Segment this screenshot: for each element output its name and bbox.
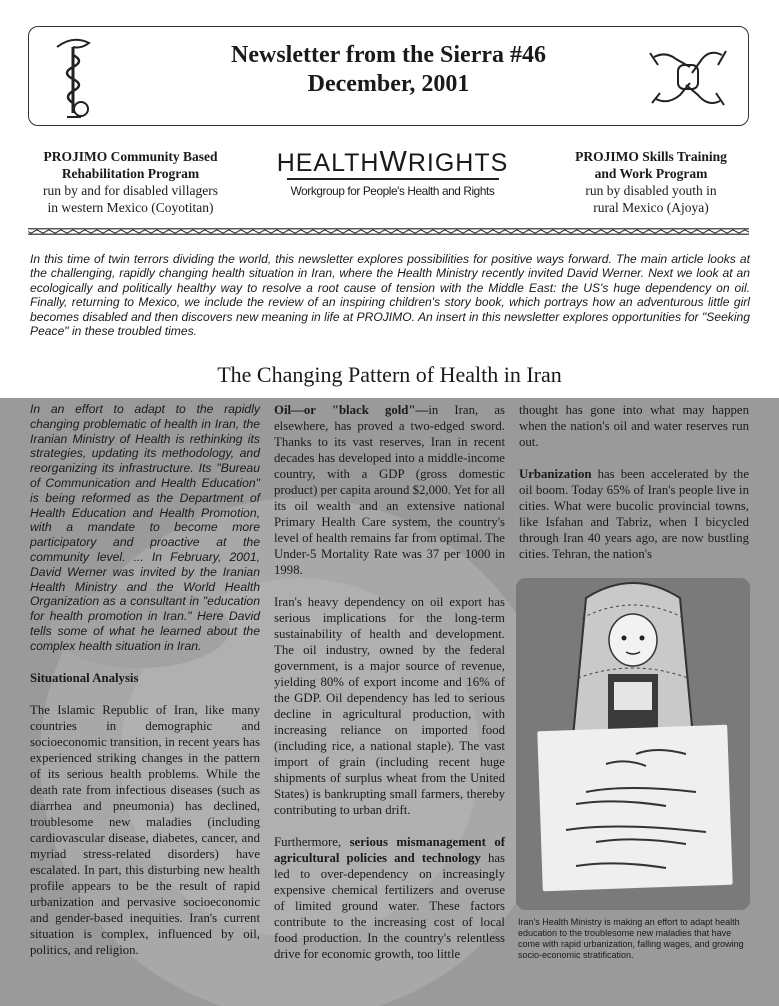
health-poster-photo — [516, 578, 750, 910]
paragraph-urbanization — [519, 466, 749, 562]
program-desc-1: run by disabled youth in — [585, 183, 717, 198]
poster-illustration-icon — [516, 578, 750, 910]
paragraph-mismanagement — [274, 834, 505, 962]
program-desc-1: run by and for disabled villagers — [42, 183, 219, 198]
paragraph-text: in Iran, as elsewhere, has proved a two-edged sword. Thanks to its vast reserves, Iran in recent decades has developed into a middle-income country, with a GDP (gross domestic product) per capita around $2,000. Yet for all its oil wealth and an extensive national Primary Health Care system, the country's level of health remains far from optimal. The Under-5 Mortality Rate was 37 per 1000 in 1998. — [274, 403, 505, 577]
bold-phrase: Oil—or "black gold"— — [274, 403, 429, 417]
issue-intro: In this time of twin terrors dividing the world, this newsletter explores possibilities for positive ways forward. The main article looks at the challenging, rapidly changing health situation in Iran, where the Health Ministry recently invited David Werner. Next we look at an ecologically and politically healthy way to resolve a root cause of tension with the Middle East: the US's huge dependency on oil. Finally, returning to Mexico, we include the review of an inspiring children's story book, which portrays how an adventurous little girl becomes disabled and then discovers new meaning in life at PROJIMO. An insert in this newsletter explores opportunities for "Seeking Peace" in these troubled times. — [30, 252, 750, 339]
program-title-1: PROJIMO Community Based — [43, 149, 218, 164]
program-title-2: Rehabilitation Program — [61, 166, 200, 181]
paragraph-text: Furthermore, — [274, 835, 350, 849]
paragraph-oil — [274, 402, 505, 578]
title-line-2: December, 2001 — [307, 71, 470, 97]
article-lead: In an effort to adapt to the rapidly changing problematic of health in Iran, the Iranian Ministry of Health is rethinking its strategies, updating its methodology, and reorganizing its infrastructure. Its "Bureau of Communication and Health Education" is being reformed as the Department of Health Education and Health Promotion, with a mandate to become more participatory and proactive at the community level. ... In February, 2001, David Werner was invited by the Iranian Health Ministry and the World Health Organization as a consultant in "education for health promotion in Iran." Here David tells some of what he learned about the complex health situation in Iran. — [30, 402, 260, 653]
bold-phrase: serious mismanagement of agricultural policies and technology — [274, 835, 505, 865]
column-2 — [274, 402, 505, 978]
wordmark-underline — [287, 178, 499, 180]
healthwrights-wordmark — [270, 148, 515, 177]
article-title: The Changing Pattern of Health in Iran — [217, 362, 562, 387]
paragraph-text: has been accelerated by the oil boom. Today 65% of Iran's people live in cities. What were bucolic provincial towns, like Isfahan and Tabriz, when I bicycled through Iran 40 years ago, are now bustling cities. Tehran, the nation's — [519, 467, 749, 561]
program-title-1: PROJIMO Skills Training — [575, 149, 727, 164]
program-title-2: and Work Program — [594, 166, 708, 181]
healthwrights-tagline: Workgroup for People's Health and Rights — [290, 184, 495, 198]
paragraph-text: has led to over-dependency on increasingly expensive chemical fertilizers and overuse of limited ground water. These factors contribute to the increasing cost of local food production. In the country's relentless drive for economic growth, too little — [274, 851, 505, 961]
paragraph: The Islamic Republic of Iran, like many countries in demographic and socioeconomic transition, in recent years has experienced striking changes in the pattern of its serious health problems. While the death rate from infectious diseases (such as diarrhea and pneumonia) has declined, troublesome new maladies (including cardiovascular disease, diabetes, cancer, and myriad stress-related disorders) have escalated. In part, this disturbing new health profile appears to be the result of rapid urbanization and pervasive socioeconomic and gender-based inequities. Iran's current situation is complex, influenced by oil, politics, and religion. — [30, 702, 260, 957]
column-3 — [519, 402, 749, 578]
coyotitan-program — [28, 148, 233, 216]
paragraph: Iran's heavy dependency on oil export has serious implications for the long-term sustainability of health and development. The oil industry, owned by the federal government, is a major source of revenue, yielding 80% of export income and 16% of the GDP. Oil dependency has led to serious decline in agricultural production, with increasing reliance on imported food (including rice, a national staple). The vast import of grain (including recent huge shipments of surplus wheat from the United States) is bankrupting small farmers, thereby contributing to urban drift. — [274, 595, 505, 817]
photo-caption: Iran's Health Ministry is making an effort to adapt health education to the troublesome new maladies that have come with rapid urbanization, falling wages, and growing socio-economic stratification. — [518, 917, 744, 960]
wordmark-part-a: HEALTH — [276, 149, 380, 177]
column-1 — [30, 402, 260, 974]
newsletter-title — [29, 41, 748, 99]
program-desc-2: rural Mexico (Ajoya) — [593, 200, 709, 215]
wordmark-part-c: RIGHTS — [407, 149, 509, 177]
paragraph: thought has gone into what may happen when the nation's oil and water reserves run out. — [519, 403, 749, 449]
wordmark-part-b: W — [379, 146, 408, 178]
program-desc-2: in western Mexico (Coyotitan) — [47, 200, 214, 215]
decorative-divider — [28, 228, 749, 235]
healthwrights-logo — [270, 148, 515, 198]
bold-phrase: Urbanization — [519, 467, 592, 481]
masthead — [28, 26, 749, 126]
title-line-1: Newsletter from the Sierra #46 — [231, 42, 546, 68]
ajoya-program — [548, 148, 754, 216]
section-heading: Situational Analysis — [30, 670, 139, 685]
clasped-hands-icon — [646, 37, 730, 117]
